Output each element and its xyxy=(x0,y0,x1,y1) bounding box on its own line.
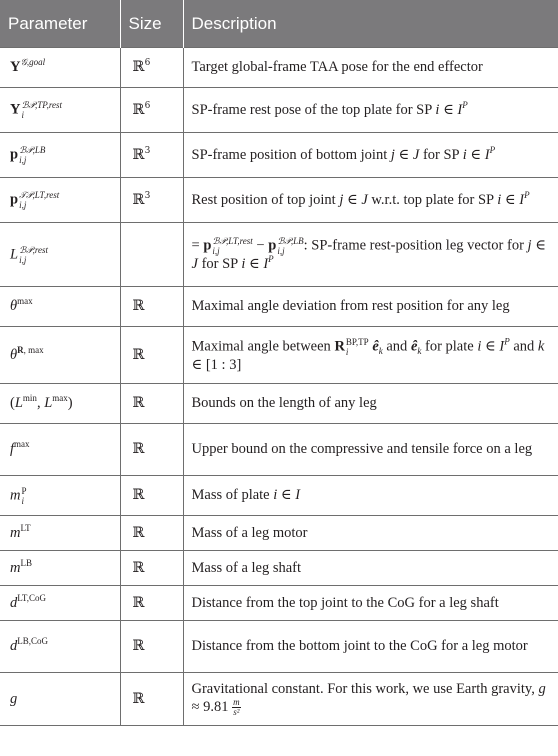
header-parameter: Parameter xyxy=(0,0,120,48)
size-cell: ℝ xyxy=(120,673,183,726)
description-cell: Distance from the top joint to the CoG for a leg shaft xyxy=(183,586,558,621)
param-cell: ($L^{min}$, $L^{max}$) xyxy=(0,384,120,424)
description-cell: Target global-frame TAA pose for the end effector xyxy=(183,48,558,88)
param-cell: $f^{max}$ xyxy=(0,424,120,476)
size-cell xyxy=(120,223,183,287)
table-row xyxy=(0,586,558,621)
description-cell: Rest position of top joint j ∈ J w.r.t. top plate for SP i ∈ $I^P$ xyxy=(183,178,558,223)
size-cell: ℝ xyxy=(120,476,183,516)
table-row xyxy=(0,287,558,327)
table-row xyxy=(0,327,558,384)
description-cell: Bounds on the length of any leg xyxy=(183,384,558,424)
param-cell: p ℬ𝒫,LB i,j xyxy=(0,133,120,178)
table-row xyxy=(0,424,558,476)
description-cell: Distance from the bottom joint to the CoG for a leg motor xyxy=(183,621,558,673)
size-cell: ℝ xyxy=(120,287,183,327)
table-row xyxy=(0,621,558,673)
description-cell: Maximal angle between R BP,TP i $ê_k$ and $ê_k$ for plate i ∈ $I^P$ and k ∈ [1 : 3] xyxy=(183,327,558,384)
size-cell: ℝ xyxy=(120,327,183,384)
description-cell: Gravitational constant. For this work, we use Earth gravity, g ≈ 9.81 $\frac{m}{\text{s²}}$ xyxy=(183,673,558,726)
size-cell: ℝ$^6$ xyxy=(120,48,183,88)
size-cell: ℝ xyxy=(120,551,183,586)
description-cell: Mass of a leg shaft xyxy=(183,551,558,586)
size-cell: ℝ xyxy=(120,621,183,673)
param-cell: $\Upsilon^{𝒢,goal}$ xyxy=(0,48,120,88)
table-row xyxy=(0,223,558,287)
table-row xyxy=(0,48,558,88)
param-cell: L ℬ𝒫,rest i,j xyxy=(0,223,120,287)
table-row xyxy=(0,476,558,516)
param-cell: m P i xyxy=(0,476,120,516)
table-row xyxy=(0,384,558,424)
table-row xyxy=(0,178,558,223)
description-cell: SP-frame position of bottom joint j ∈ J for SP i ∈ $I^P$ xyxy=(183,133,558,178)
param-cell: $d^{LT,CoG}$ xyxy=(0,586,120,621)
description-cell: Mass of plate i ∈ I xyxy=(183,476,558,516)
description-cell: Maximal angle deviation from rest position for any leg xyxy=(183,287,558,327)
size-cell: ℝ$^3$ xyxy=(120,178,183,223)
table-row xyxy=(0,551,558,586)
param-cell: p 𝒯𝒫,LT,rest i,j xyxy=(0,178,120,223)
size-cell: ℝ$^6$ xyxy=(120,88,183,133)
param-cell: $\theta^{R, max}$ xyxy=(0,327,120,384)
param-cell: Υ ℬ𝒫,TP,rest i xyxy=(0,88,120,133)
table-row xyxy=(0,88,558,133)
size-cell: ℝ xyxy=(120,384,183,424)
size-cell: ℝ xyxy=(120,586,183,621)
table-row xyxy=(0,516,558,551)
header-description: Description xyxy=(183,0,558,48)
param-cell: $m^{LB}$ xyxy=(0,551,120,586)
table-row xyxy=(0,673,558,726)
table-header-row xyxy=(0,0,558,48)
description-cell: SP-frame rest pose of the top plate for SP i ∈ $I^P$ xyxy=(183,88,558,133)
size-cell: ℝ xyxy=(120,424,183,476)
param-cell: g xyxy=(0,673,120,726)
header-size: Size xyxy=(120,0,183,48)
param-cell: $m^{LT}$ xyxy=(0,516,120,551)
param-cell: $\theta^{max}$ xyxy=(0,287,120,327)
table-row xyxy=(0,133,558,178)
size-cell: ℝ$^3$ xyxy=(120,133,183,178)
description-cell: Mass of a leg motor xyxy=(183,516,558,551)
param-cell: $d^{LB,CoG}$ xyxy=(0,621,120,673)
size-cell: ℝ xyxy=(120,516,183,551)
description-cell: = p ℬ𝒫,LT,rest i,j − p ℬ𝒫,LB i,j : SP-frame rest-position leg vector for j ∈ J for SP i ∈ $I^P$ xyxy=(183,223,558,287)
description-cell: Upper bound on the compressive and tensile force on a leg xyxy=(183,424,558,476)
